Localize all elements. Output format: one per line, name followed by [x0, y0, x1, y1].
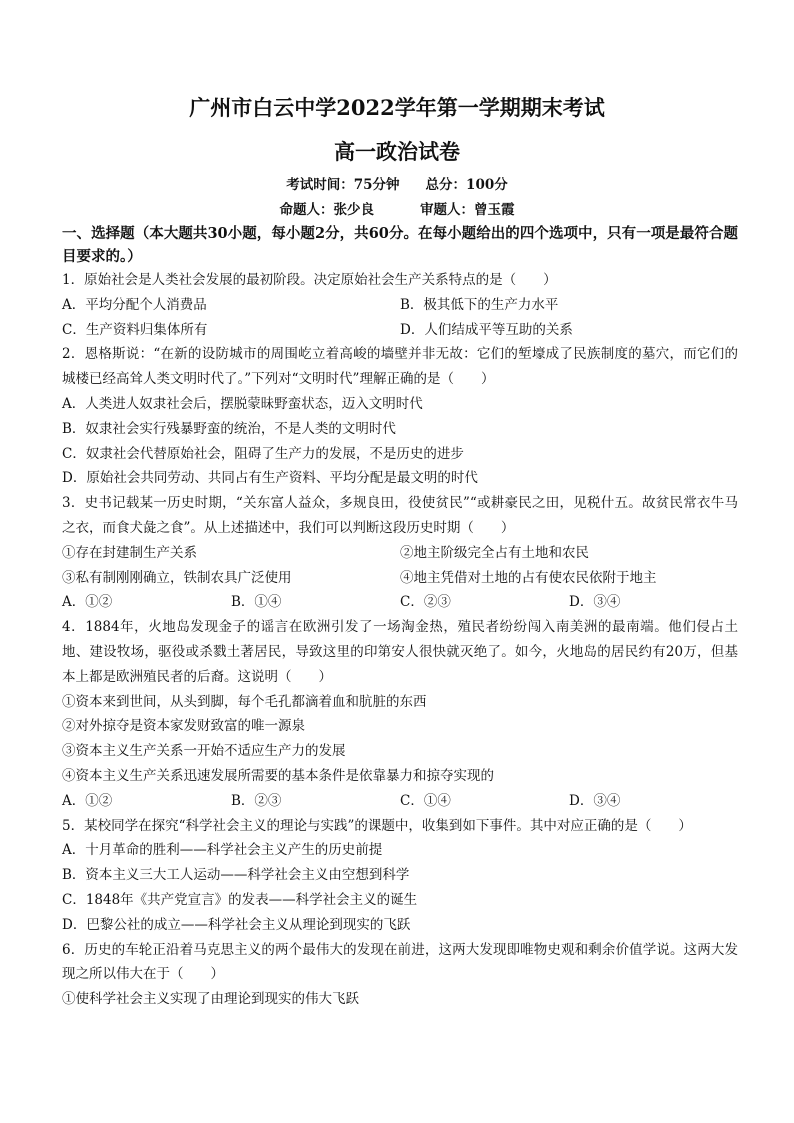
question-4-options: [62, 789, 738, 814]
option-d: D．巴黎公社的成立——科学社会主义从理论到现实的飞跃: [62, 916, 411, 933]
question-3-statements-row2: [62, 566, 738, 591]
question-3-stem: 3．史书记载某一历史时期，“关东富人益众，多规良田，役使贫民”“或耕豪民之田，见税什五。故贫民常衣牛马之衣，而食犬彘之食”。从上述描述中，我们可以判断这段历史时期（ ）: [62, 495, 738, 536]
statement-4: ④资本主义生产关系迅速发展所需要的基本条件是依靠暴力和掠夺实现的: [62, 767, 494, 784]
section-heading: 一、选择题（本大题共30小题，每小题2分，共60分。在每小题给出的四个选项中，只有一项是最符合题目要求的。）: [62, 225, 738, 265]
statement-2: ②对外掠夺是资本家发财致富的唯一源泉: [62, 718, 305, 735]
statement-2: ②地主阶级完全占有土地和农民: [400, 544, 589, 561]
option-c: C．奴隶社会代替原始社会，阻碍了生产力的发展，不是历史的进步: [62, 445, 464, 462]
question-3-options: [62, 590, 738, 615]
option-a: A．平均分配个人消费品: [62, 296, 207, 313]
option-c: C．①④: [400, 792, 451, 809]
option-c: C．1848年《共产党宣言》的发表——科学社会主义的诞生: [62, 891, 418, 908]
option-b: B．奴隶社会实行残暴野蛮的统治，不是人类的文明时代: [62, 420, 396, 437]
option-b: B．①④: [231, 594, 282, 611]
option-c: C．生产资料归集体所有: [62, 321, 208, 338]
question-6-stem: 6．历史的车轮正沿着马克思主义的两个最伟大的发现在前进，这两大发现即唯物史观和剩余价值学说。这两大发现之所以伟大在于（ ）: [62, 941, 738, 983]
question-3-statements-row1: [62, 541, 738, 566]
question-1-stem: 1．原始社会是人类社会发展的最初阶段。决定原始社会生产关系特点的是（ ）: [62, 272, 557, 288]
question-1-options-row2: [62, 318, 738, 343]
setter: 命题人：张少良: [279, 202, 374, 218]
question-2-stem: 2．恩格斯说：“在新的设防城市的周围屹立着高峻的墙壁并非无故：它们的堑壕成了民族制度的墓穴，而它们的城楼已经高耸人类文明时代了。”下列对“文明时代”理解正确的是（ ）: [62, 346, 738, 388]
exam-time: 考试时间：75分钟: [286, 177, 400, 193]
option-a: A．十月革命的胜利——科学社会主义产生的历史前提: [62, 842, 383, 859]
statement-1: ①存在封建制生产关系: [62, 544, 197, 561]
option-b: B．极其低下的生产力水平: [400, 296, 559, 313]
setter-info: [0, 198, 794, 218]
option-b: B．②③: [231, 792, 282, 809]
reviewer: 审题人：曾玉霞: [420, 202, 515, 218]
option-a: A．①②: [62, 594, 113, 611]
statement-4: ④地主凭借对土地的占有使农民依附于地主: [400, 569, 657, 586]
paper-title: 高一政治试卷: [334, 139, 460, 164]
question-5-stem: 5．某校同学在探究“科学社会主义的理论与实践”的课题中，收集到如下事件。其中对应正确的是（ ）: [62, 817, 692, 834]
school-title: 广州市白云中学2022学年第一学期期末考试: [189, 95, 605, 120]
option-d: D．原始社会共同劳动、共同占有生产资料、平均分配是最文明的时代: [62, 470, 478, 487]
option-a: A．①②: [62, 792, 113, 809]
option-a: A．人类进人奴隶社会后，摆脱蒙昧野蛮状态，迈入文明时代: [62, 395, 423, 412]
statement-3: ③资本主义生产关系一开始不适应生产力的发展: [62, 743, 346, 760]
exam-info: [0, 173, 794, 193]
statement-3: ③私有制刚刚确立，铁制农具广泛使用: [62, 569, 292, 586]
question-4-stem: 4．1884年，火地岛发现金子的谣言在欧洲引发了一场淘金热，殖民者纷纷闯入南美洲的最南端。他们侵占土地、建设牧场，驱役或杀戮土著居民，导致这里的印第安人很快就灭绝了。如今，火地岛的居民约有20万，但基本上都是欧洲殖民者的后裔。这说明（ ）: [62, 619, 738, 685]
option-c: C．②③: [400, 594, 451, 611]
questions: [62, 222, 738, 1012]
option-b: B．资本主义三大工人运动——科学社会主义由空想到科学: [62, 867, 410, 884]
option-d: D．③④: [569, 594, 621, 611]
statement-1: ①使科学社会主义实现了由理论到现实的伟大飞跃: [62, 991, 359, 1008]
option-d: D．人们结成平等互助的关系: [400, 321, 573, 338]
total-score: 总分：100分: [425, 177, 508, 193]
question-1-options-row1: [62, 293, 738, 318]
statement-1: ①资本来到世间，从头到脚，每个毛孔都滴着血和肮脏的东西: [62, 693, 427, 710]
option-d: D．③④: [569, 792, 621, 809]
